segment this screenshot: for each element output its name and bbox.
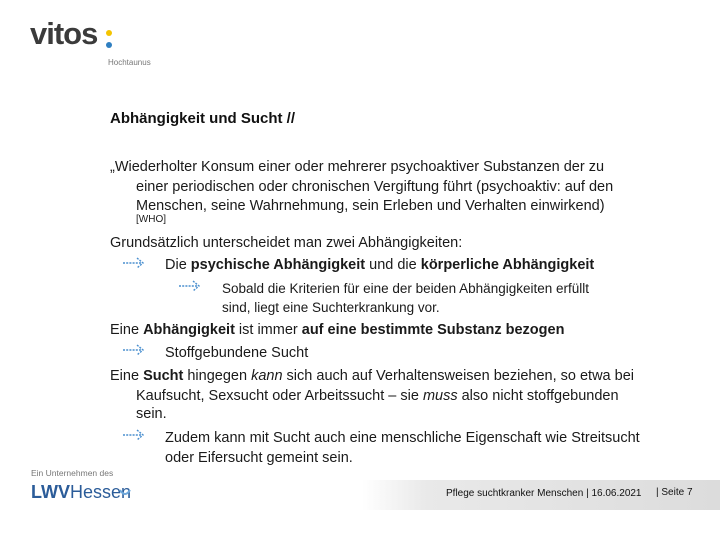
- quote-source: [WHO]: [136, 214, 166, 225]
- para1-intro: Grundsätzlich unterscheidet man zwei Abhängigkeiten:: [110, 235, 463, 251]
- footer-page-number: | Seite 7: [656, 487, 693, 498]
- footer-text: Pflege suchtkranker Menschen | 16.06.2021: [446, 488, 642, 499]
- para2-line: Eine Abhängigkeit ist immer auf eine bestimmte Substanz bezogen: [110, 322, 565, 338]
- logo-colon-icon: [104, 26, 114, 52]
- para1-bullet: Die psychische Abhängigkeit und die körperliche Abhängigkeit: [165, 257, 595, 273]
- arrow-icon: [122, 256, 146, 270]
- para3-bullet-line-1: Zudem kann mit Sucht auch eine menschliche Eigenschaft wie Streitsucht: [165, 430, 640, 446]
- quote-line-3: Menschen, seine Wahrnehmung, sein Erleben und Verhalten einwirkend): [136, 198, 605, 214]
- quote-line-1: „Wiederholter Konsum einer oder mehrerer psychoaktiver Substanzen der zu: [110, 159, 605, 175]
- para1-sub-line-1: Sobald die Kriterien für eine der beiden Abhängigkeiten erfüllt: [222, 281, 589, 296]
- lwv-smile-icon: [118, 486, 132, 500]
- para1-sub-line-2: sind, liegt eine Suchterkrankung vor.: [222, 300, 440, 315]
- vitos-logo: vitos: [30, 16, 98, 51]
- lwv-intro-text: Ein Unternehmen des: [31, 468, 114, 478]
- para3-line-3: sein.: [136, 406, 167, 422]
- para3-line-1: Eine Sucht hingegen kann sich auch auf Verhaltensweisen beziehen, so etwa bei: [110, 368, 634, 384]
- quote-line-2: einer periodischen oder chronischen Vergiftung führt (psychoaktiv: auf den: [136, 179, 614, 195]
- logo-subtitle: Hochtaunus: [108, 58, 151, 67]
- arrow-icon: [122, 428, 146, 442]
- para2-bullet: Stoffgebundene Sucht: [165, 345, 309, 361]
- para3-bullet-line-2: oder Eifersucht gemeint sein.: [165, 450, 353, 466]
- para3-line-2: Kaufsucht, Sexsucht oder Arbeitssucht – sie muss also nicht stoffgebunden: [136, 388, 619, 404]
- slide-title: Abhängigkeit und Sucht //: [110, 110, 295, 127]
- arrow-icon: [178, 279, 202, 293]
- arrow-icon: [122, 343, 146, 357]
- lwv-hessen-logo: LWVHessen: [31, 482, 132, 502]
